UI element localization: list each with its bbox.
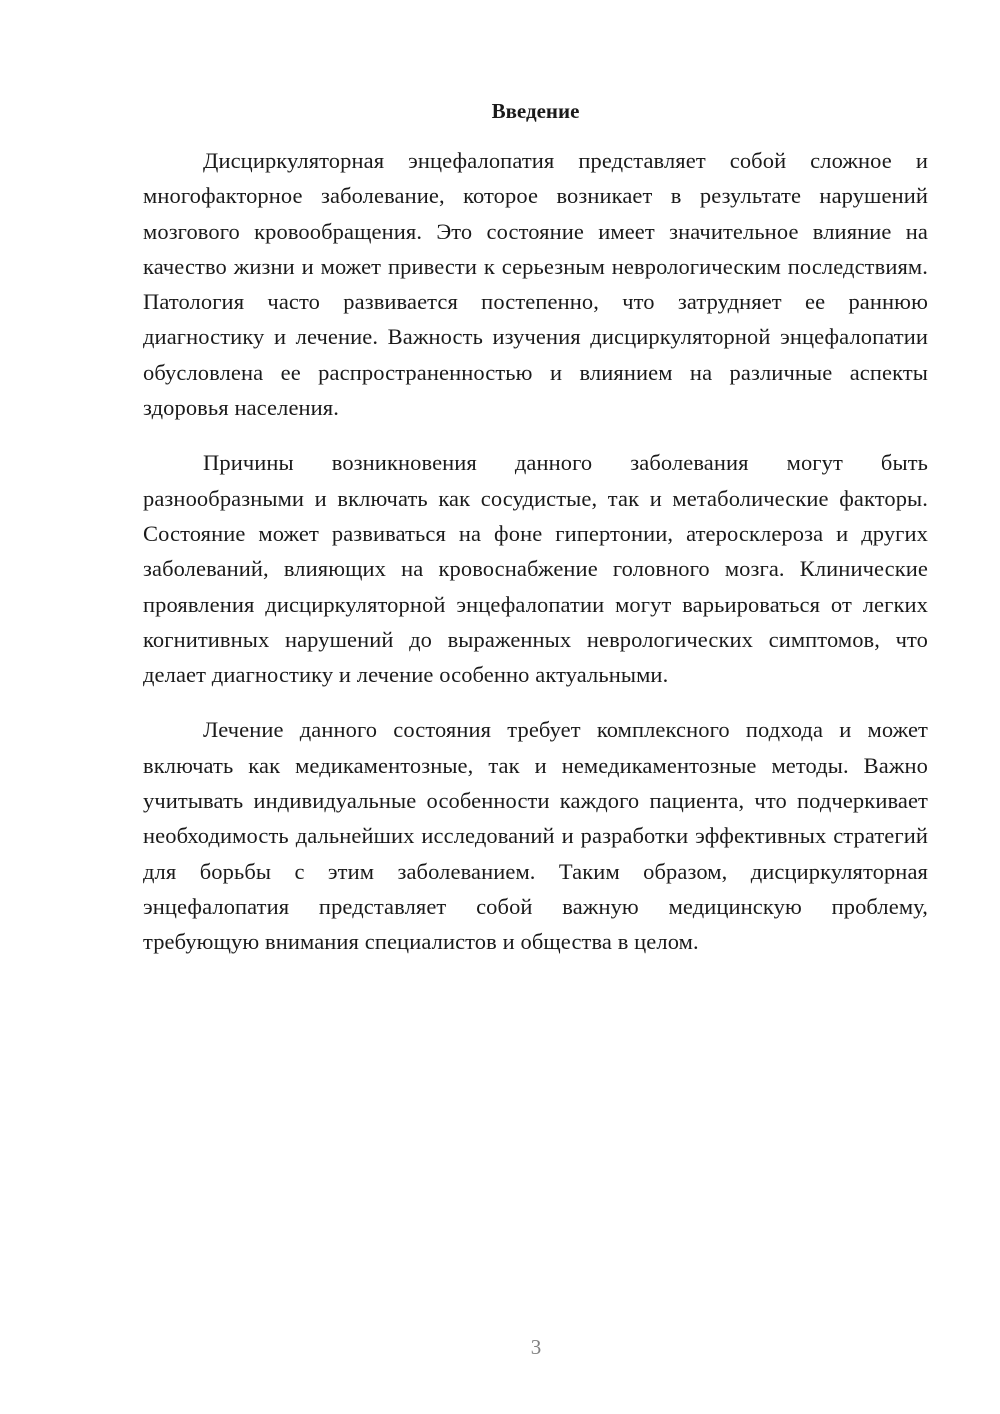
body-text bbox=[143, 143, 928, 980]
paragraph-causes: Причины возникновения данного заболевания могут быть разнообразными и включать как сосудистые, так и метаболические факторы. Состояние может развиваться на фоне гипертонии, атеросклероза и других заболеваний, влияющих на кровоснабжение головного мозга. Клинические проявления дисциркуляторной энцефалопатии могут варьироваться от легких когнитивных нарушений до выраженных неврологических симптомов, что делает диагностику и лечение особенно актуальными. bbox=[143, 450, 928, 688]
paragraph-intro: Дисциркуляторная энцефалопатия представляет собой сложное и многофакторное заболевание, которое возникает в результате нарушений мозгового кровообращения. Это состояние имеет значительное влияние на качество жизни и может привести к серьезным неврологическим последствиям. Патология часто развивается постепенно, что затрудняет ее раннюю диагностику и лечение. Важность изучения дисциркуляторной энцефалопатии обусловлена ее распространенностью и влиянием на различные аспекты здоровья населения. bbox=[143, 148, 928, 421]
page-number: 3 bbox=[530, 1335, 542, 1359]
section-title: Введение bbox=[491, 99, 580, 123]
paragraph-treatment: Лечение данного состояния требует комплексного подхода и может включать как медикаментозные, так и немедикаментозные методы. Важно учитывать индивидуальные особенности каждого пациента, что подчеркивает необходимость дальнейших исследований и разработки эффективных стратегий для борьбы с этим заболеванием. Таким образом, дисциркуляторная энцефалопатия представляет собой важную медицинскую проблему, требующую внимания специалистов и общества в целом. bbox=[143, 717, 928, 955]
